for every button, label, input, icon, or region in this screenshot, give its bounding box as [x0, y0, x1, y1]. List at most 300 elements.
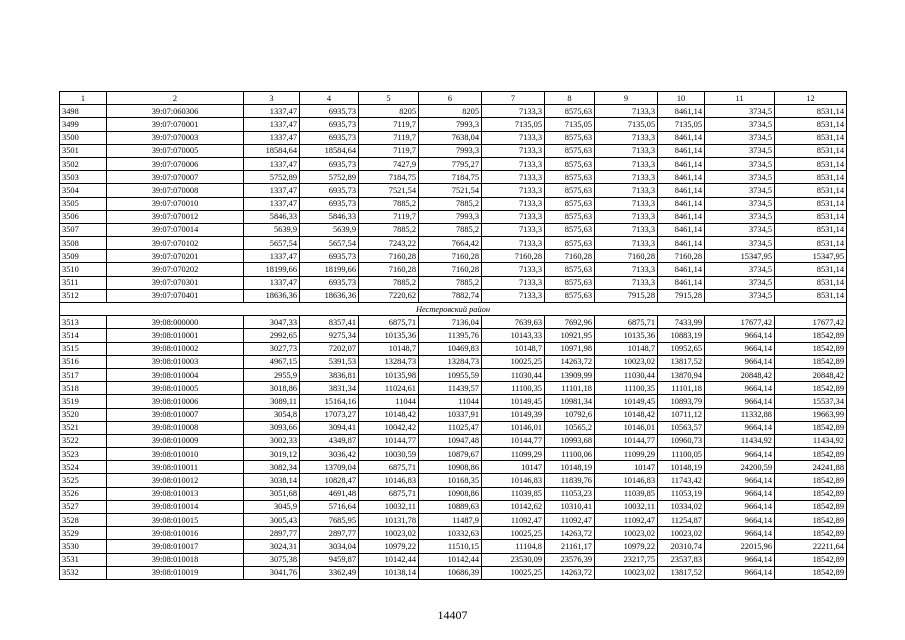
table-cell: 39:07:070202 — [107, 263, 244, 276]
table-cell: 39:08:010016 — [107, 527, 244, 540]
table-row — [60, 408, 847, 421]
table-cell: 8575,63 — [545, 144, 595, 157]
table-cell: 10032,11 — [359, 500, 419, 513]
table-cell: 20848,42 — [775, 368, 847, 381]
table-cell: 18542,89 — [775, 527, 847, 540]
table-cell: 3027,73 — [244, 342, 300, 355]
table-cell: 8575,63 — [545, 276, 595, 289]
table-cell: 8461,14 — [658, 144, 705, 157]
table-cell: 3734,5 — [705, 144, 775, 157]
table-cell: 18199,66 — [300, 263, 359, 276]
table-row — [60, 342, 847, 355]
table-cell: 11100,35 — [595, 382, 658, 395]
table-cell: 39:07:070014 — [107, 223, 244, 236]
table-cell: 2955,9 — [244, 368, 300, 381]
table-cell: 18542,89 — [775, 553, 847, 566]
table-cell: 7133,3 — [595, 263, 658, 276]
table-cell: 18584,64 — [244, 144, 300, 157]
table-cell: 5639,9 — [300, 223, 359, 236]
table-cell: 9664,14 — [705, 329, 775, 342]
table-cell: 10469,83 — [419, 342, 482, 355]
table-cell: 7427,9 — [359, 157, 419, 170]
table-cell: 9664,14 — [705, 566, 775, 579]
table-cell: 7202,07 — [300, 342, 359, 355]
table-row — [60, 553, 847, 566]
table-cell: 2897,77 — [300, 527, 359, 540]
table-cell: 5752,89 — [300, 171, 359, 184]
table-cell: 8461,14 — [658, 131, 705, 144]
table-cell: 9664,14 — [705, 474, 775, 487]
table-cell: 3532 — [60, 566, 107, 579]
table-cell: 3514 — [60, 329, 107, 342]
table-row — [60, 171, 847, 184]
table-cell: 7993,3 — [419, 210, 482, 223]
table-cell: 3531 — [60, 553, 107, 566]
table-cell: 10883,19 — [658, 329, 705, 342]
page-number: 14407 — [437, 608, 468, 622]
table-cell: 10148,19 — [658, 461, 705, 474]
table-cell: 8 — [545, 92, 595, 105]
table-cell: 7 — [482, 92, 545, 105]
table-cell: 3506 — [60, 210, 107, 223]
table-cell: 18542,89 — [775, 566, 847, 579]
table-row — [60, 184, 847, 197]
table-cell: 7160,28 — [419, 263, 482, 276]
table-cell: 10979,22 — [595, 540, 658, 553]
table-cell: 3528 — [60, 514, 107, 527]
table-row — [60, 566, 847, 579]
table-cell: 11053,23 — [545, 487, 595, 500]
table-cell: 10138,14 — [359, 566, 419, 579]
table-cell: 7133,3 — [482, 131, 545, 144]
table-cell: 39:08:010017 — [107, 540, 244, 553]
table-cell: 10146,83 — [359, 474, 419, 487]
table-cell: 18542,89 — [775, 382, 847, 395]
table-cell: 3734,5 — [705, 276, 775, 289]
table-cell: 10879,67 — [419, 448, 482, 461]
table-cell: 10148,42 — [359, 408, 419, 421]
table-cell: 39:07:070401 — [107, 289, 244, 302]
table-cell: 7639,63 — [482, 316, 545, 329]
table-cell: 14263,72 — [545, 566, 595, 579]
table-cell: 24200,59 — [705, 461, 775, 474]
table-cell: 10908,86 — [419, 461, 482, 474]
table-cell: 11024,61 — [359, 382, 419, 395]
table-cell: 10148,7 — [359, 342, 419, 355]
table-cell: 7133,3 — [482, 223, 545, 236]
table-cell: 24241,88 — [775, 461, 847, 474]
table-cell: 14263,72 — [545, 355, 595, 368]
table-cell: 8531,14 — [775, 157, 847, 170]
table-row — [60, 382, 847, 395]
table-cell: 7184,75 — [359, 171, 419, 184]
table-cell: 39:07:070003 — [107, 131, 244, 144]
table-cell: 11092,47 — [595, 514, 658, 527]
table-cell: 1 — [60, 92, 107, 105]
table-cell: 7119,7 — [359, 210, 419, 223]
table-cell: 2992,65 — [244, 329, 300, 342]
table-cell: 3505 — [60, 197, 107, 210]
table-cell: 3529 — [60, 527, 107, 540]
table-cell: 7885,2 — [419, 197, 482, 210]
table-cell: 3002,33 — [244, 434, 300, 447]
table-cell: 3047,33 — [244, 316, 300, 329]
table-cell: 10042,42 — [359, 421, 419, 434]
table-cell: 7133,3 — [595, 105, 658, 118]
table-row — [60, 237, 847, 250]
table-cell: 10148,7 — [595, 342, 658, 355]
table-cell: 3512 — [60, 289, 107, 302]
table-cell: 7885,2 — [359, 276, 419, 289]
table-row — [60, 500, 847, 513]
table-cell: 3734,5 — [705, 157, 775, 170]
table-cell: 14263,72 — [545, 527, 595, 540]
table-cell: 6935,73 — [300, 184, 359, 197]
table-cell: 10148,42 — [595, 408, 658, 421]
table-cell: 7915,28 — [595, 289, 658, 302]
table-cell: 3831,34 — [300, 382, 359, 395]
table-cell: 7135,05 — [595, 118, 658, 131]
table-cell: 7160,28 — [658, 250, 705, 263]
table-cell: 15537,34 — [775, 395, 847, 408]
table-cell: 9 — [595, 92, 658, 105]
table-cell: 3504 — [60, 184, 107, 197]
table-cell: 3034,04 — [300, 540, 359, 553]
table-cell: 10889,63 — [419, 500, 482, 513]
table-row — [60, 197, 847, 210]
table-cell: 8575,63 — [545, 197, 595, 210]
table-cell: 3511 — [60, 276, 107, 289]
table-cell: 3527 — [60, 500, 107, 513]
table-cell: 8205 — [419, 105, 482, 118]
table-cell: 7885,2 — [359, 223, 419, 236]
table-cell: 15347,95 — [705, 250, 775, 263]
table-cell: 10023,02 — [595, 527, 658, 540]
table-cell: 11092,47 — [482, 514, 545, 527]
table-cell: 39:08:010011 — [107, 461, 244, 474]
table-cell: 18636,36 — [300, 289, 359, 302]
table-cell: 11053,19 — [658, 487, 705, 500]
table-cell: 8461,14 — [658, 263, 705, 276]
table-cell: 8531,14 — [775, 263, 847, 276]
table-cell: 5657,54 — [300, 237, 359, 250]
table-cell: 17677,42 — [705, 316, 775, 329]
table-cell: 8461,14 — [658, 276, 705, 289]
table-cell: 7133,3 — [482, 171, 545, 184]
table-cell: 7133,3 — [595, 184, 658, 197]
table-cell: 10025,25 — [482, 527, 545, 540]
table-cell: 10144,77 — [359, 434, 419, 447]
table-cell: 11332,88 — [705, 408, 775, 421]
table-row — [60, 487, 847, 500]
table-cell: 10143,33 — [482, 329, 545, 342]
table-cell: 3734,5 — [705, 171, 775, 184]
table-cell: 23576,39 — [545, 553, 595, 566]
table-cell: 9275,34 — [300, 329, 359, 342]
table-cell: 7521,54 — [359, 184, 419, 197]
table-cell: 13284,73 — [419, 355, 482, 368]
table-cell: 3734,5 — [705, 197, 775, 210]
table-cell: 1337,47 — [244, 118, 300, 131]
table-cell: 3503 — [60, 171, 107, 184]
table-cell: 3523 — [60, 448, 107, 461]
table-cell: 5716,64 — [300, 500, 359, 513]
table-cell: 8531,14 — [775, 118, 847, 131]
table-cell: 8461,14 — [658, 105, 705, 118]
table-cell: 39:08:010010 — [107, 448, 244, 461]
table-cell: 11044 — [419, 395, 482, 408]
table-cell: 13817,52 — [658, 566, 705, 579]
table-cell: 39:08:010003 — [107, 355, 244, 368]
table-cell: 22211,64 — [775, 540, 847, 553]
table-cell: 11104,8 — [482, 540, 545, 553]
table-cell: 5639,9 — [244, 223, 300, 236]
table-cell: 8531,14 — [775, 276, 847, 289]
table-cell: 20310,74 — [658, 540, 705, 553]
table-cell: 11434,92 — [705, 434, 775, 447]
table-cell: 8575,63 — [545, 184, 595, 197]
table-cell: 3045,9 — [244, 500, 300, 513]
table-cell: 6875,71 — [595, 316, 658, 329]
table-cell: 7133,3 — [595, 223, 658, 236]
table-cell: 6875,71 — [359, 316, 419, 329]
table-cell: 8531,14 — [775, 184, 847, 197]
table-cell: 10908,86 — [419, 487, 482, 500]
table-cell: 3517 — [60, 368, 107, 381]
table-cell: 3024,31 — [244, 540, 300, 553]
table-cell: 8357,41 — [300, 316, 359, 329]
table-cell: 9664,14 — [705, 514, 775, 527]
table-cell: 22015,96 — [705, 540, 775, 553]
table-cell: 8531,14 — [775, 210, 847, 223]
section-row — [60, 303, 847, 316]
table-row — [60, 289, 847, 302]
table-cell: 4349,87 — [300, 434, 359, 447]
table-cell: 3089,11 — [244, 395, 300, 408]
table-cell: 3734,5 — [705, 184, 775, 197]
table-cell: 1337,47 — [244, 105, 300, 118]
table-cell: 3501 — [60, 144, 107, 157]
table-cell: 7133,3 — [595, 197, 658, 210]
table-cell: 39:08:010008 — [107, 421, 244, 434]
table-cell: 39:08:000000 — [107, 316, 244, 329]
table-cell: 8531,14 — [775, 144, 847, 157]
table-cell: 10142,44 — [359, 553, 419, 566]
table-cell: 7993,3 — [419, 144, 482, 157]
table-row — [60, 223, 847, 236]
table-cell: 39:08:010012 — [107, 474, 244, 487]
table-cell: 3525 — [60, 474, 107, 487]
table-cell: 39:08:010005 — [107, 382, 244, 395]
table-cell: 10148,7 — [482, 342, 545, 355]
table-cell: 10310,41 — [545, 500, 595, 513]
table-cell: 9664,14 — [705, 527, 775, 540]
table-cell: 10 — [658, 92, 705, 105]
table-cell: 7133,3 — [595, 144, 658, 157]
table-cell: 7160,28 — [359, 263, 419, 276]
table-row — [60, 421, 847, 434]
table-cell: 10686,39 — [419, 566, 482, 579]
section-title: Нестеровский район — [60, 303, 847, 316]
table-cell: 10135,36 — [595, 329, 658, 342]
table-cell: 20848,42 — [705, 368, 775, 381]
table-cell: 8531,14 — [775, 171, 847, 184]
table-cell: 11025,47 — [419, 421, 482, 434]
table-cell: 39:07:070006 — [107, 157, 244, 170]
table-cell: 9664,14 — [705, 355, 775, 368]
table-cell: 13817,52 — [658, 355, 705, 368]
table-cell: 3836,81 — [300, 368, 359, 381]
table-cell: 10147 — [482, 461, 545, 474]
table-cell: 11101,18 — [545, 382, 595, 395]
table-cell: 3507 — [60, 223, 107, 236]
table-cell: 39:07:070005 — [107, 144, 244, 157]
table-cell: 9664,14 — [705, 448, 775, 461]
table-row — [60, 527, 847, 540]
table-cell: 8531,14 — [775, 105, 847, 118]
table-row — [60, 250, 847, 263]
table-cell: 8575,63 — [545, 289, 595, 302]
table-cell: 7885,2 — [419, 223, 482, 236]
table-cell: 6875,71 — [359, 487, 419, 500]
table-cell: 7133,3 — [595, 131, 658, 144]
table-cell: 10828,47 — [300, 474, 359, 487]
table-cell: 3734,5 — [705, 223, 775, 236]
table-cell: 8461,14 — [658, 197, 705, 210]
table-cell: 18584,64 — [300, 144, 359, 157]
table-cell: 1337,47 — [244, 197, 300, 210]
table-cell: 5657,54 — [244, 237, 300, 250]
table-row — [60, 157, 847, 170]
table-cell: 1337,47 — [244, 157, 300, 170]
table-cell: 7133,3 — [595, 237, 658, 250]
table-cell: 6935,73 — [300, 118, 359, 131]
table-cell: 1337,47 — [244, 131, 300, 144]
table-cell: 11487,9 — [419, 514, 482, 527]
table-cell: 7160,28 — [482, 250, 545, 263]
table-cell: 3521 — [60, 421, 107, 434]
table-cell: 11092,47 — [545, 514, 595, 527]
table-cell: 21161,17 — [545, 540, 595, 553]
table-cell: 18199,66 — [244, 263, 300, 276]
table-cell: 3038,14 — [244, 474, 300, 487]
table-cell: 39:07:070001 — [107, 118, 244, 131]
table-body — [60, 92, 847, 580]
table-cell: 10711,12 — [658, 408, 705, 421]
table-cell: 3526 — [60, 487, 107, 500]
table-cell: 10144,77 — [482, 434, 545, 447]
table-row — [60, 131, 847, 144]
table-cell: 10149,45 — [482, 395, 545, 408]
table-cell: 7133,3 — [482, 276, 545, 289]
table-cell: 13909,99 — [545, 368, 595, 381]
table-cell: 12 — [775, 92, 847, 105]
table-cell: 6935,73 — [300, 250, 359, 263]
table-cell: 39:08:010019 — [107, 566, 244, 579]
table-cell: 3051,68 — [244, 487, 300, 500]
table-cell: 9664,14 — [705, 382, 775, 395]
table-cell: 39:08:010006 — [107, 395, 244, 408]
table-cell: 8461,14 — [658, 157, 705, 170]
table-cell: 18542,89 — [775, 487, 847, 500]
table-cell: 11099,29 — [595, 448, 658, 461]
table-cell: 8461,14 — [658, 237, 705, 250]
table-cell: 3018,86 — [244, 382, 300, 395]
table-cell: 9664,14 — [705, 421, 775, 434]
table-cell: 7160,28 — [545, 250, 595, 263]
table-cell: 10792,6 — [545, 408, 595, 421]
table-cell: 18542,89 — [775, 421, 847, 434]
table-cell: 39:07:070010 — [107, 197, 244, 210]
table-cell: 8575,63 — [545, 263, 595, 276]
table-cell: 3094,41 — [300, 421, 359, 434]
table-cell: 3075,38 — [244, 553, 300, 566]
table-cell: 6935,73 — [300, 197, 359, 210]
table-cell: 10146,83 — [595, 474, 658, 487]
table-cell: 10142,62 — [482, 500, 545, 513]
table-cell: 39:08:010002 — [107, 342, 244, 355]
table-cell: 3515 — [60, 342, 107, 355]
table-cell: 10023,02 — [658, 527, 705, 540]
table-cell: 3 — [244, 92, 300, 105]
table-cell: 13284,73 — [359, 355, 419, 368]
table-cell: 13870,94 — [658, 368, 705, 381]
table-cell: 3516 — [60, 355, 107, 368]
table-cell: 39:08:010015 — [107, 514, 244, 527]
table-cell: 10023,02 — [595, 355, 658, 368]
table-cell: 3502 — [60, 157, 107, 170]
table-cell: 10952,65 — [658, 342, 705, 355]
table-cell: 8461,14 — [658, 210, 705, 223]
table-cell: 39:08:010007 — [107, 408, 244, 421]
table-cell: 10971,98 — [545, 342, 595, 355]
table-cell: 8575,63 — [545, 171, 595, 184]
table-cell: 18542,89 — [775, 329, 847, 342]
table-cell: 7993,3 — [419, 118, 482, 131]
table-cell: 7119,7 — [359, 118, 419, 131]
table-cell: 3509 — [60, 250, 107, 263]
table-cell: 17073,27 — [300, 408, 359, 421]
table-cell: 3734,5 — [705, 105, 775, 118]
table-cell: 11039,85 — [482, 487, 545, 500]
table-cell: 8575,63 — [545, 131, 595, 144]
table-row — [60, 316, 847, 329]
table-cell: 6935,73 — [300, 105, 359, 118]
table-cell: 11044 — [359, 395, 419, 408]
table-cell: 10023,02 — [595, 566, 658, 579]
table-cell: 10144,77 — [595, 434, 658, 447]
table-cell: 3510 — [60, 263, 107, 276]
header-row — [60, 92, 847, 105]
table-row — [60, 540, 847, 553]
table-cell: 15347,95 — [775, 250, 847, 263]
table-cell: 4967,15 — [244, 355, 300, 368]
table-cell: 8461,14 — [658, 184, 705, 197]
table-cell: 10146,01 — [482, 421, 545, 434]
table-cell: 3520 — [60, 408, 107, 421]
table-cell: 8531,14 — [775, 237, 847, 250]
table-cell: 1337,47 — [244, 276, 300, 289]
table-row — [60, 329, 847, 342]
table-row — [60, 263, 847, 276]
table-cell: 10168,35 — [419, 474, 482, 487]
table-cell: 7243,22 — [359, 237, 419, 250]
table-cell: 10149,39 — [482, 408, 545, 421]
table-cell: 2897,77 — [244, 527, 300, 540]
table-cell: 11839,76 — [545, 474, 595, 487]
table-cell: 10960,73 — [658, 434, 705, 447]
table-cell: 11039,85 — [595, 487, 658, 500]
